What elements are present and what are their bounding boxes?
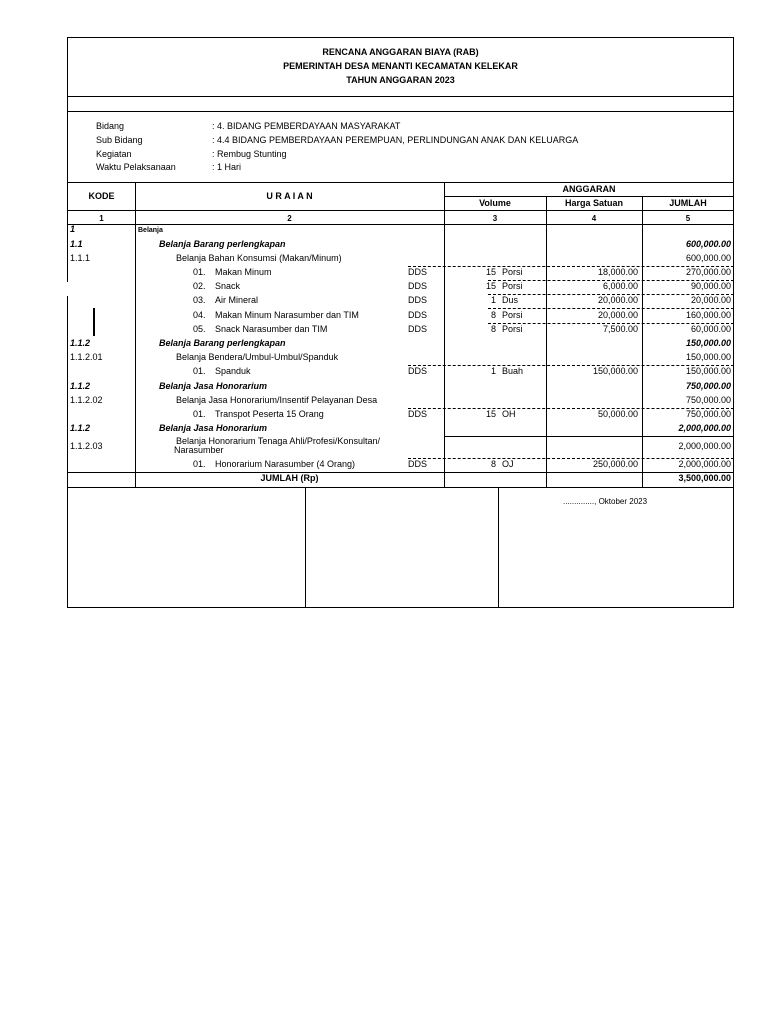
- row-harga: 18,000.00: [597, 267, 638, 277]
- row-separator: [444, 436, 734, 437]
- total-value: 3,500,000.00: [678, 473, 731, 483]
- signature-date: .............., Oktober 2023: [563, 497, 648, 506]
- row-no: 01.: [193, 459, 206, 469]
- divider: [68, 224, 733, 225]
- row-unit: OJ: [502, 459, 514, 469]
- column-line: [546, 196, 547, 487]
- row-harga: 7,500.00: [602, 324, 638, 334]
- row-uraian: Transpot Peserta 15 Orang: [215, 409, 324, 419]
- row-unit: Dus: [502, 295, 519, 305]
- col-number: 4: [591, 214, 597, 223]
- row-qty: 15: [485, 409, 496, 419]
- row-unit: OH: [502, 409, 516, 419]
- row-harga: 20,000.00: [597, 295, 638, 305]
- row-uraian: Belanja Bahan Konsumsi (Makan/Minum): [176, 253, 342, 263]
- row-jumlah: 20,000.00: [690, 295, 731, 305]
- row-qty: 1: [490, 366, 496, 376]
- row-jumlah: 90,000.00: [690, 281, 731, 291]
- row-qty: 8: [490, 324, 496, 334]
- row-kode: 1.1.2: [70, 423, 91, 433]
- row-uraian: Belanja Jasa Honorarium: [159, 423, 268, 433]
- row-jumlah: 2,000,000.00: [678, 459, 731, 469]
- row-source: DDS: [408, 281, 428, 291]
- column-line: [305, 487, 306, 608]
- col-header-volume: Volume: [479, 198, 511, 208]
- row-no: 05.: [193, 324, 206, 334]
- row-qty: 8: [490, 459, 496, 469]
- info-label-waktu: Waktu Pelaksanaan: [96, 162, 176, 172]
- info-label-bidang: Bidang: [96, 121, 125, 131]
- row-uraian: Belanja: [138, 227, 163, 234]
- row-source: DDS: [408, 267, 428, 277]
- divider: [68, 487, 733, 488]
- row-no: 01.: [193, 409, 206, 419]
- row-jumlah: 2,000,000.00: [678, 423, 731, 433]
- row-kode: 1: [70, 224, 76, 234]
- row-uraian: Honorarium Narasumber (4 Orang): [215, 459, 356, 469]
- col-header-harga-satuan: Harga Satuan: [564, 198, 624, 208]
- row-unit: Porsi: [502, 324, 523, 334]
- row-jumlah: 750,000.00: [685, 395, 731, 405]
- row-unit: Buah: [502, 366, 524, 376]
- col-header-kode: KODE: [88, 191, 115, 201]
- row-uraian-continued: Narasumber: [174, 445, 224, 455]
- info-value-kegiatan: : Rembug Stunting: [212, 149, 287, 159]
- column-line: [498, 487, 499, 608]
- row-kode: 1.1.2: [70, 381, 91, 391]
- col-header-uraian: U R A I A N: [266, 191, 313, 201]
- row-qty: 15: [485, 267, 496, 277]
- row-uraian: Belanja Barang perlengkapan: [159, 338, 286, 348]
- divider: [68, 111, 733, 112]
- row-jumlah: 600,000.00: [685, 253, 731, 263]
- row-no: 04.: [193, 310, 206, 320]
- col-number: 1: [99, 214, 104, 223]
- col-number: 5: [685, 214, 691, 223]
- row-uraian: Belanja Honorarium Tenaga Ahli/Profesi/Konsultan/: [176, 436, 380, 446]
- row-uraian: Air Mineral: [215, 295, 259, 305]
- row-jumlah: 160,000.00: [685, 310, 731, 320]
- row-source: DDS: [408, 409, 428, 419]
- row-unit: Porsi: [502, 267, 523, 277]
- row-uraian: Spanduk: [215, 366, 251, 376]
- info-label-sub-bidang: Sub Bidang: [96, 135, 143, 145]
- row-no: 03.: [193, 295, 206, 305]
- doc-subtitle: PEMERINTAH DESA MENANTI KECAMATAN KELEKAR: [283, 61, 518, 71]
- row-source: DDS: [408, 366, 428, 376]
- doc-title: RENCANA ANGGARAN BIAYA (RAB): [322, 47, 479, 57]
- row-jumlah: 270,000.00: [685, 267, 731, 277]
- row-uraian: Snack Narasumber dan TIM: [215, 324, 328, 334]
- row-harga: 250,000.00: [592, 459, 638, 469]
- row-unit: Porsi: [502, 281, 523, 291]
- row-kode: 1.1.2.02: [70, 395, 103, 405]
- row-jumlah: 600,000.00: [685, 239, 731, 249]
- row-uraian: Belanja Bendera/Umbul-Umbul/Spanduk: [176, 352, 339, 362]
- row-qty: 8: [490, 310, 496, 320]
- col-number: 3: [492, 214, 498, 223]
- row-uraian: Belanja Jasa Honorarium/Insentif Pelayanan Desa: [176, 395, 378, 405]
- row-separator: [488, 308, 734, 309]
- row-unit: Porsi: [502, 310, 523, 320]
- total-label: JUMLAH (Rp): [260, 473, 319, 483]
- row-uraian: Makan Minum Narasumber dan TIM: [215, 310, 359, 320]
- col-number: 2: [287, 214, 292, 223]
- table-top-border: [68, 182, 733, 183]
- row-kode: 1.1.2: [70, 338, 91, 348]
- divider: [444, 196, 734, 197]
- row-harga: 150,000.00: [592, 366, 638, 376]
- row-harga: 50,000.00: [597, 409, 638, 419]
- doc-year: TAHUN ANGGARAN 2023: [346, 75, 455, 85]
- row-uraian: Belanja Jasa Honorarium: [159, 381, 268, 391]
- row-jumlah: 150,000.00: [685, 338, 731, 348]
- row-source: DDS: [408, 459, 428, 469]
- row-source: DDS: [408, 324, 428, 334]
- row-uraian: Makan Minum: [215, 267, 272, 277]
- row-source: DDS: [408, 295, 428, 305]
- info-value-bidang: : 4. BIDANG PEMBERDAYAAN MASYARAKAT: [212, 121, 401, 131]
- row-no: 02.: [193, 281, 206, 291]
- row-qty: 15: [485, 281, 496, 291]
- margin-mark: [93, 308, 95, 336]
- row-jumlah: 150,000.00: [685, 366, 731, 376]
- row-jumlah: 750,000.00: [685, 409, 731, 419]
- info-value-sub-bidang: : 4.4 BIDANG PEMBERDAYAAN PEREMPUAN, PERLINDUNGAN ANAK DAN KELUARGA: [212, 135, 579, 145]
- row-uraian: Belanja Barang perlengkapan: [159, 239, 286, 249]
- row-jumlah: 60,000.00: [690, 324, 731, 334]
- row-uraian: Snack: [215, 281, 241, 291]
- row-jumlah: 2,000,000.00: [678, 441, 731, 451]
- margin-gap: [62, 282, 68, 296]
- col-header-anggaran: ANGGARAN: [562, 184, 616, 194]
- row-kode: 1.1: [70, 239, 83, 249]
- row-qty: 1: [490, 295, 496, 305]
- row-kode: 1.1.1: [70, 253, 91, 263]
- row-harga: 20,000.00: [597, 310, 638, 320]
- row-no: 01.: [193, 267, 206, 277]
- divider: [68, 96, 733, 97]
- divider: [68, 210, 733, 211]
- row-jumlah: 150,000.00: [685, 352, 731, 362]
- row-kode: 1.1.2.01: [70, 352, 103, 362]
- row-kode: 1.1.2.03: [70, 441, 103, 451]
- info-value-waktu: : 1 Hari: [212, 162, 242, 172]
- info-label-kegiatan: Kegiatan: [96, 149, 132, 159]
- column-line: [135, 182, 136, 487]
- col-header-jumlah: JUMLAH: [669, 198, 707, 208]
- row-source: DDS: [408, 310, 428, 320]
- rab-document: [67, 37, 734, 608]
- row-no: 01.: [193, 366, 206, 376]
- row-harga: 6,000.00: [602, 281, 638, 291]
- row-jumlah: 750,000.00: [685, 381, 731, 391]
